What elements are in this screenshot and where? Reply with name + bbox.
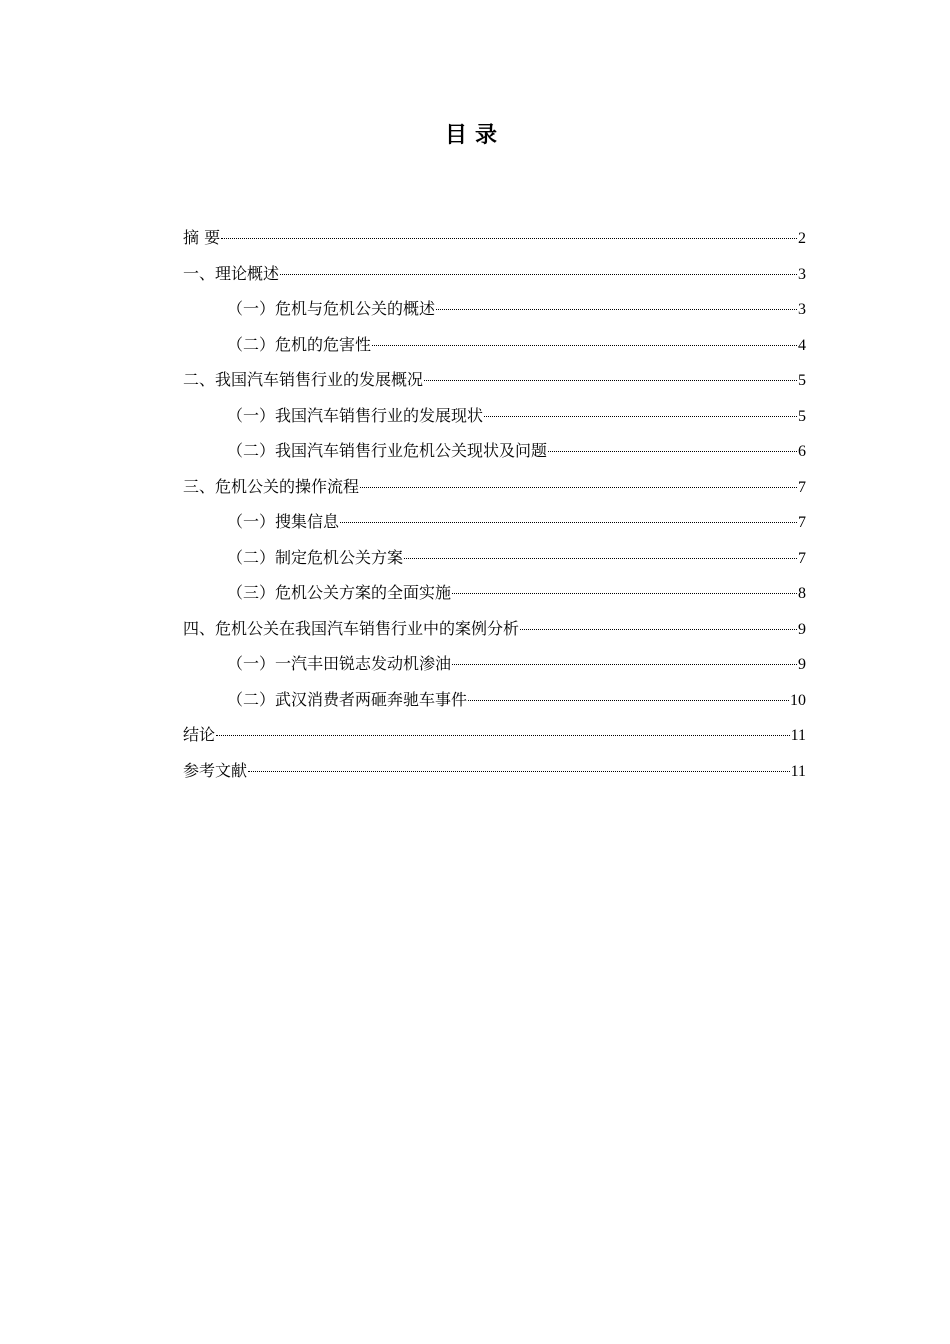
toc-entry-label: 二、我国汽车销售行业的发展概况 xyxy=(183,370,424,389)
toc-entry-page: 11 xyxy=(790,727,806,744)
toc-title: 目录 xyxy=(444,123,505,148)
dot-leader xyxy=(520,629,797,630)
toc-entry-label: （二）危机的危害性 xyxy=(227,334,372,354)
toc-entry-page: 10 xyxy=(790,691,806,709)
dot-leader xyxy=(221,238,797,239)
toc-entry-chapter-2[interactable] xyxy=(183,362,806,398)
toc-entry-section-1-2[interactable] xyxy=(183,327,806,363)
toc-entry-conclusion[interactable] xyxy=(183,717,806,753)
dot-leader xyxy=(484,416,797,417)
toc-list xyxy=(183,220,806,788)
dot-leader xyxy=(248,771,790,772)
dot-leader xyxy=(452,593,797,594)
toc-entry-section-2-1[interactable] xyxy=(183,398,806,434)
toc-entry-label: （二）我国汽车销售行业危机公关现状及问题 xyxy=(227,441,548,460)
toc-entry-label: （二）制定危机公关方案 xyxy=(227,547,404,567)
toc-entry-page: 9 xyxy=(798,620,806,638)
toc-entry-page: 11 xyxy=(790,762,806,780)
toc-entry-page: 2 xyxy=(798,230,806,247)
dot-leader xyxy=(360,487,797,488)
toc-entry-label: 摘 要 xyxy=(183,228,221,247)
dot-leader xyxy=(216,735,790,736)
toc-entry-label: （一）我国汽车销售行业的发展现状 xyxy=(227,405,484,425)
dot-leader xyxy=(548,451,797,452)
toc-entry-page: 4 xyxy=(798,336,806,354)
dot-leader xyxy=(436,309,797,310)
toc-entry-label: 参考文献 xyxy=(183,760,248,780)
dot-leader xyxy=(372,345,797,346)
toc-entry-page: 5 xyxy=(798,372,806,389)
toc-entry-page: 9 xyxy=(798,656,806,673)
toc-entry-page: 3 xyxy=(798,301,806,318)
toc-entry-section-1-1[interactable] xyxy=(183,291,806,327)
toc-entry-page: 3 xyxy=(798,265,806,283)
dot-leader xyxy=(404,558,797,559)
toc-entry-label: （三）危机公关方案的全面实施 xyxy=(227,583,452,602)
toc-entry-references[interactable] xyxy=(183,753,806,789)
dot-leader xyxy=(424,380,797,381)
toc-entry-section-3-3[interactable] xyxy=(183,575,806,611)
toc-entry-section-2-2[interactable] xyxy=(183,433,806,469)
toc-entry-chapter-4[interactable] xyxy=(183,611,806,647)
toc-entry-page: 7 xyxy=(798,549,806,567)
toc-entry-section-3-2[interactable] xyxy=(183,540,806,576)
toc-entry-label: 四、危机公关在我国汽车销售行业中的案例分析 xyxy=(183,618,520,638)
toc-entry-section-4-1[interactable] xyxy=(183,646,806,682)
toc-entry-label: （一）危机与危机公关的概述 xyxy=(227,299,436,318)
toc-entry-label: 结论 xyxy=(183,725,216,744)
toc-entry-label: 一、理论概述 xyxy=(183,263,280,283)
toc-entry-chapter-1[interactable] xyxy=(183,256,806,292)
toc-entry-abstract[interactable] xyxy=(183,220,806,256)
toc-entry-label: 三、危机公关的操作流程 xyxy=(183,476,360,496)
dot-leader xyxy=(468,700,789,701)
toc-entry-label: （一）搜集信息 xyxy=(227,512,340,531)
toc-entry-label: （二）武汉消费者两砸奔驰车事件 xyxy=(227,689,468,709)
toc-entry-page: 5 xyxy=(798,407,806,425)
dot-leader xyxy=(280,274,797,275)
toc-entry-label: （一）一汽丰田锐志发动机渗油 xyxy=(227,654,452,673)
toc-entry-page: 6 xyxy=(798,443,806,460)
toc-entry-section-4-2[interactable] xyxy=(183,682,806,718)
dot-leader xyxy=(452,664,797,665)
dot-leader xyxy=(340,522,797,523)
toc-entry-page: 8 xyxy=(798,585,806,602)
toc-entry-section-3-1[interactable] xyxy=(183,504,806,540)
toc-entry-page: 7 xyxy=(798,478,806,496)
toc-entry-page: 7 xyxy=(798,514,806,531)
toc-entry-chapter-3[interactable] xyxy=(183,469,806,505)
